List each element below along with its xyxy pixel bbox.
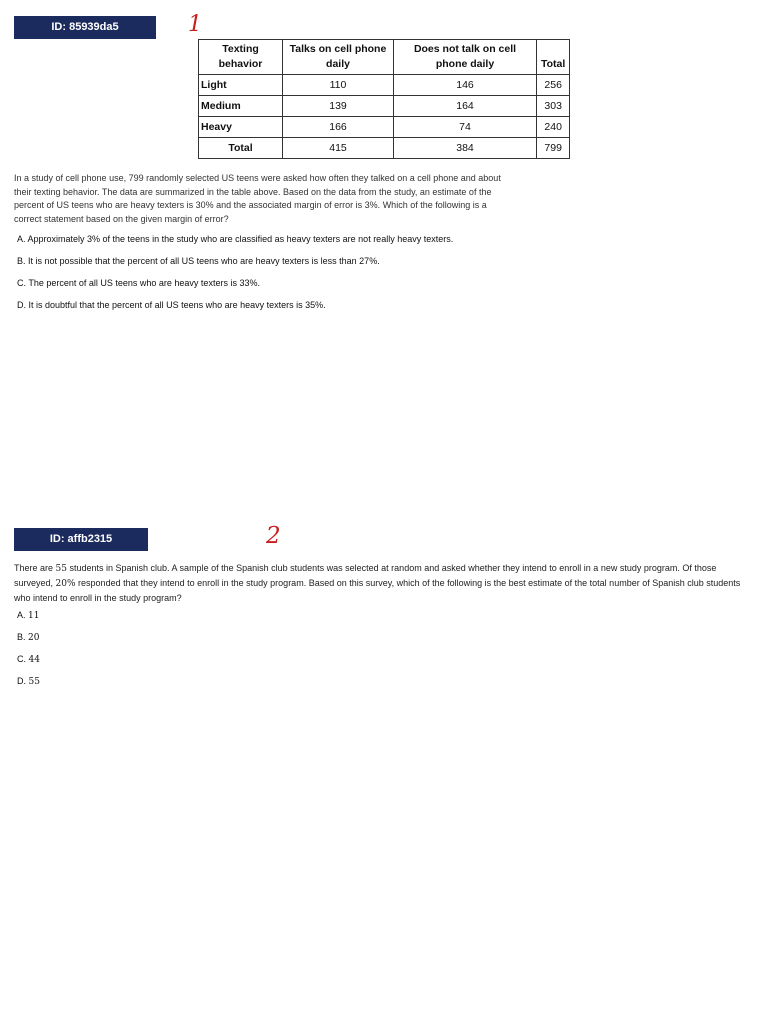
table-row-label: Heavy bbox=[199, 117, 283, 138]
choice-letter: B. bbox=[17, 632, 29, 642]
question-1-id-badge: ID: 85939da5 bbox=[14, 16, 156, 39]
table-header-total: Total bbox=[537, 40, 570, 75]
table-header-row bbox=[199, 40, 570, 75]
table-cell: 164 bbox=[394, 96, 537, 117]
table-cell: 74 bbox=[394, 117, 537, 138]
table-row bbox=[199, 75, 570, 96]
table-cell: 146 bbox=[394, 75, 537, 96]
table-total-row bbox=[199, 138, 570, 159]
answer-choice-b[interactable]: B. It is not possible that the percent of all US teens who are heavy texters is less than 27%. bbox=[17, 256, 380, 266]
question-2-choices bbox=[17, 609, 40, 697]
table-cell: 256 bbox=[537, 75, 570, 96]
stem-number-students: 55 bbox=[55, 564, 67, 574]
question-1-choices bbox=[17, 233, 453, 321]
question-2-stem bbox=[14, 561, 756, 605]
choice-value: 44 bbox=[28, 655, 40, 665]
question-1-stem: In a study of cell phone use, 799 randomly selected US teens were asked how often they talked on a cell phone and about their texting behavior. The data are summarized in the table above. Based on the data from the study, an estimate of the percent of US teens who are heavy texters is 30% and the associated margin of error is 3%. Which of the following is a correct statement based on the given margin of error? bbox=[14, 173, 501, 224]
answer-choice-a[interactable]: A. Approximately 3% of the teens in the study who are classified as heavy texters are not really heavy texters. bbox=[17, 234, 454, 244]
choice-letter: D. bbox=[17, 676, 29, 686]
table-cell: 139 bbox=[283, 96, 394, 117]
stem-number-percent: 20% bbox=[55, 579, 76, 589]
table-cell: 384 bbox=[394, 138, 537, 159]
choice-value: 20 bbox=[28, 633, 40, 643]
table-header-does-not-talk-daily: Does not talk on cell phone daily bbox=[394, 40, 537, 75]
table-header-texting-behavior: Texting behavior bbox=[199, 40, 283, 75]
table-cell: 166 bbox=[283, 117, 394, 138]
table-row bbox=[199, 96, 570, 117]
answer-choice-d[interactable]: D. It is doubtful that the percent of all US teens who are heavy texters is 35%. bbox=[17, 300, 326, 310]
answer-choice-c[interactable] bbox=[17, 653, 40, 675]
table-cell: 303 bbox=[537, 96, 570, 117]
question-2-id-badge: ID: affb2315 bbox=[14, 528, 148, 551]
table-row-label: Medium bbox=[199, 96, 283, 117]
table-cell: 110 bbox=[283, 75, 394, 96]
stem-text: responded that they intend to enroll in the study program. Based on this survey, which of the following is the best estimate of the total number of Spanish club students who intend to enroll in the study program? bbox=[14, 578, 741, 603]
question-2-handwritten-number: 2 bbox=[266, 523, 281, 549]
table-row-label: Light bbox=[199, 75, 283, 96]
choice-letter: A. bbox=[17, 610, 29, 620]
table-header-talks-daily: Talks on cell phone daily bbox=[283, 40, 394, 75]
stem-text: There are bbox=[14, 563, 56, 573]
choice-value: 55 bbox=[28, 677, 40, 687]
choice-letter: C. bbox=[17, 654, 29, 664]
table-row bbox=[199, 117, 570, 138]
answer-choice-b[interactable] bbox=[17, 631, 40, 653]
texting-behavior-table bbox=[198, 39, 570, 159]
table-cell: 415 bbox=[283, 138, 394, 159]
question-1-handwritten-number: 1 bbox=[188, 12, 202, 37]
answer-choice-d[interactable] bbox=[17, 675, 40, 697]
table-row-label: Total bbox=[199, 138, 283, 159]
table-cell: 240 bbox=[537, 117, 570, 138]
answer-choice-c[interactable]: C. The percent of all US teens who are heavy texters is 33%. bbox=[17, 278, 260, 288]
stem-text: students in Spanish club. A sample of the Spanish club students was selected at random and asked whether they intend to enroll in a new study program. Of those surveyed, bbox=[14, 563, 717, 588]
table-cell: 799 bbox=[537, 138, 570, 159]
answer-choice-a[interactable] bbox=[17, 609, 40, 631]
choice-value: 11 bbox=[28, 611, 40, 621]
